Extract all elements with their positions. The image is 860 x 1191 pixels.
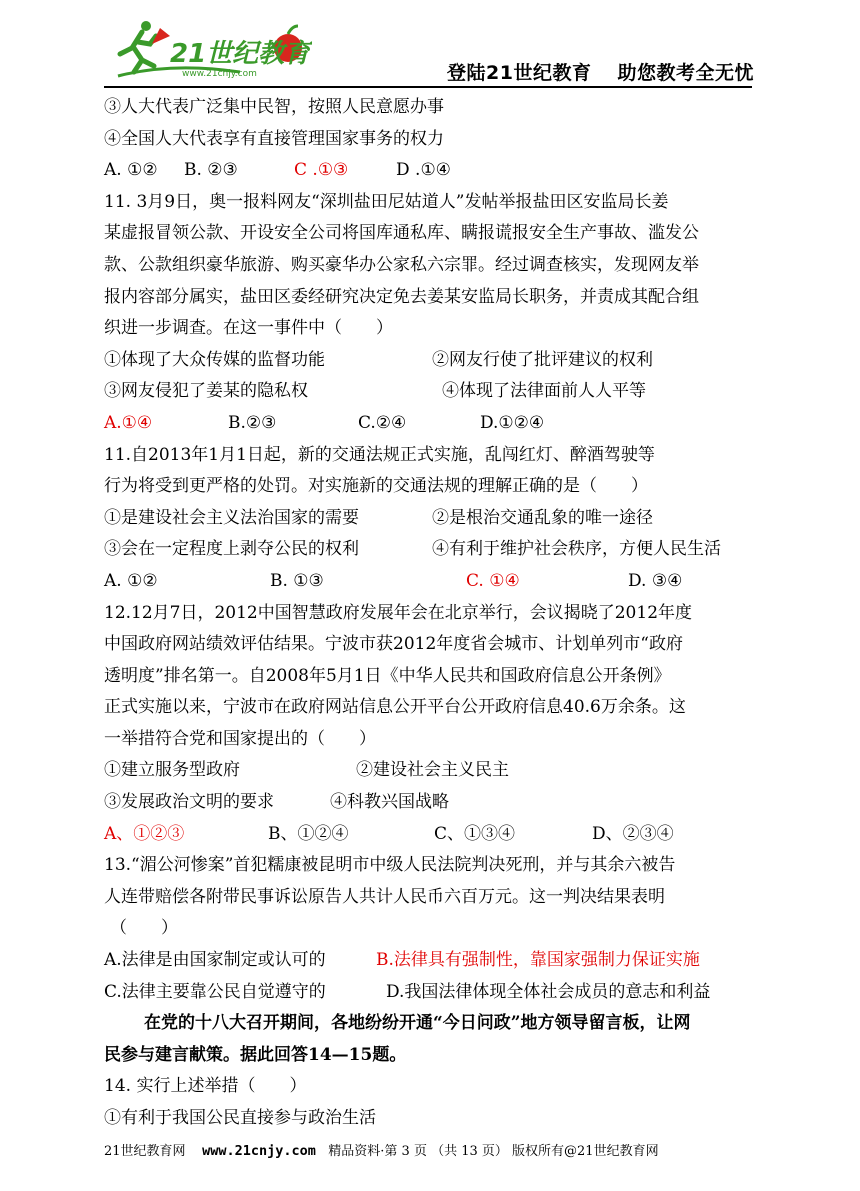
q11b-items-row-2: [104, 534, 764, 566]
q11b-item-3: ③会在一定程度上剥夺公民的权利: [104, 539, 359, 560]
running-person-icon: [120, 21, 170, 72]
q11b-stem-line-2: 行为将受到更严格的处罚。对实施新的交通法规的理解正确的是（ ）: [104, 476, 648, 497]
q11a-items-row-1: [104, 345, 764, 377]
passage-line-1: 在党的十八大召开期间，各地纷纷开通“今日问政”地方领导留言板，让网: [144, 1013, 691, 1034]
q11a-stem-line-2: 某虚报冒领公款、开设安全公司将国库通私库、瞒报谎报安全生产事故、滥发公: [104, 223, 699, 244]
q12-items-row-1: [104, 755, 764, 787]
q12-item-1: ①建立服务型政府: [104, 760, 240, 781]
q13-stem-line-2: 人连带赔偿各附带民事诉讼原告人共计人民币六百万元。这一判决结果表明: [104, 886, 665, 907]
q13-stem-line-1: 13.“湄公河惨案”首犯糯康被昆明市中级人民法院判决死刑，并与其余六被告: [104, 855, 676, 876]
q12-stem-line-1: 12.12月7日，2012中国智慧政府发展年会在北京举行，会议揭晓了2012年度: [104, 602, 693, 623]
q12-stem-line-3: 透明度”排名第一。自2008年5月1日《中华人民共和国政府信息公开条例》: [104, 665, 671, 686]
logo-21cnjy: [112, 14, 312, 86]
q11a-item-2: ②网友行使了批评建议的权利: [432, 349, 653, 370]
slogan-login: 登陆21世纪教育: [447, 62, 592, 84]
q12-option-d: D、②③④: [592, 823, 674, 844]
q10-item-4: ④全国人大代表享有直接管理国家事务的权力: [104, 128, 444, 149]
q12-items-row-2: [104, 787, 764, 819]
q12-stem-line-4: 正式实施以来，宁波市在政府网站信息公开平台公开政府信息40.6万余条。这: [104, 697, 686, 718]
q12-option-b: B、①②④: [268, 823, 349, 844]
q11a-stem-line-3: 款、公款组织豪华旅游、购买豪华办公家私六宗罪。经过调查核实，发现网友举: [104, 254, 699, 275]
q11a-stem-line-4: 报内容部分属实，盐田区委经研究决定免去姜某安监局长职务，并责成其配合组: [104, 286, 699, 307]
logo-url: www.21cnjy.com: [182, 69, 257, 79]
q12-options: [104, 819, 764, 851]
q13-options-row-2: [104, 977, 764, 1009]
footer-url[interactable]: www.21cnjy.com: [202, 1143, 316, 1159]
q11a-option-c: C.②④: [358, 412, 407, 433]
q13-option-c: C.法律主要靠公民自觉遵守的: [104, 981, 326, 1002]
q12-item-3: ③发展政治文明的要求: [104, 792, 274, 813]
q12-option-a-answer: A、①②③: [104, 823, 185, 844]
q10-option-a: A. ①②: [104, 160, 158, 181]
q10-options: [104, 155, 764, 187]
page-header: [0, 0, 860, 92]
logo-text: 21世纪教育: [170, 39, 311, 69]
q11a-item-4: ④体现了法律面前人人平等: [442, 381, 646, 402]
q10-option-b: B. ②③: [184, 160, 238, 181]
q11b-item-2: ②是根治交通乱象的唯一途径: [432, 507, 653, 528]
q10-option-d: D .①④: [396, 160, 451, 181]
q11a-options: [104, 408, 764, 440]
q12-item-4: ④科教兴国战略: [330, 792, 449, 813]
page-footer: [104, 1140, 764, 1159]
q11b-option-b: B. ①③: [270, 570, 324, 591]
q11a-item-3: ③网友侵犯了姜某的隐私权: [104, 381, 308, 402]
q13-option-a: A.法律是由国家制定或认可的: [104, 950, 326, 971]
q11b-item-1: ①是建设社会主义法治国家的需要: [104, 507, 359, 528]
q11a-item-1: ①体现了大众传媒的监督功能: [104, 349, 325, 370]
header-divider: [104, 86, 752, 88]
q11b-option-c-answer: C. ①④: [466, 570, 520, 591]
q12-option-c: C、①③④: [434, 823, 516, 844]
q11b-options: [104, 566, 764, 598]
q11a-stem-line-1: 11. 3月9日，奥一报料网友“深圳盐田尼姑道人”发帖举报盐田区安监局长姜: [104, 191, 669, 212]
q10-item-3: ③人大代表广泛集中民智，按照人民意愿办事: [104, 97, 444, 117]
q10-option-c-answer: C .①③: [294, 160, 349, 181]
q11b-option-d: D. ③④: [628, 570, 683, 591]
q11a-option-b: B.②③: [228, 412, 277, 433]
footer-info: 精品资料·第 3 页 （共 13 页） 版权所有@21世纪教育网: [328, 1144, 659, 1159]
header-slogan: [447, 58, 754, 85]
q12-item-2: ②建设社会主义民主: [356, 760, 509, 781]
q11a-stem-line-5: 织进一步调查。在这一事件中（ ）: [104, 318, 393, 339]
q11b-option-a: A. ①②: [104, 570, 158, 591]
q11a-items-row-2: [104, 376, 764, 408]
q12-stem-line-5: 一举措符合党和国家提出的（ ）: [104, 728, 376, 749]
document-body: [104, 92, 764, 1135]
q11a-option-d: D.①②④: [480, 412, 545, 433]
q13-stem-line-3: （ ）: [110, 918, 178, 939]
q11b-stem-line-1: 11.自2013年1月1日起，新的交通法规正式实施，乱闯红灯、醉酒驾驶等: [104, 444, 655, 465]
q14-stem: 14. 实行上述举措（ ）: [104, 1076, 307, 1097]
q13-option-b-answer: B.法律具有强制性，靠国家强制力保证实施: [376, 950, 700, 971]
slogan-help: 助您教考全无忧: [617, 62, 754, 84]
footer-site: 21世纪教育网: [104, 1144, 186, 1159]
q13-options-row-1: [104, 945, 764, 977]
q13-option-d: D.我国法律体现全体社会成员的意志和利益: [386, 981, 711, 1002]
passage-line-2: 民参与建言献策。据此回答14—15题。: [104, 1044, 407, 1065]
q11b-item-4: ④有利于维护社会秩序，方便人民生活: [432, 539, 721, 560]
q12-stem-line-2: 中国政府网站绩效评估结果。宁波市获2012年度省会城市、计划单列市“政府: [104, 634, 683, 655]
q11b-items-row-1: [104, 503, 764, 535]
q14-item-1: ①有利于我国公民直接参与政治生活: [104, 1108, 376, 1128]
q11a-option-a-answer: A.①④: [104, 412, 153, 433]
